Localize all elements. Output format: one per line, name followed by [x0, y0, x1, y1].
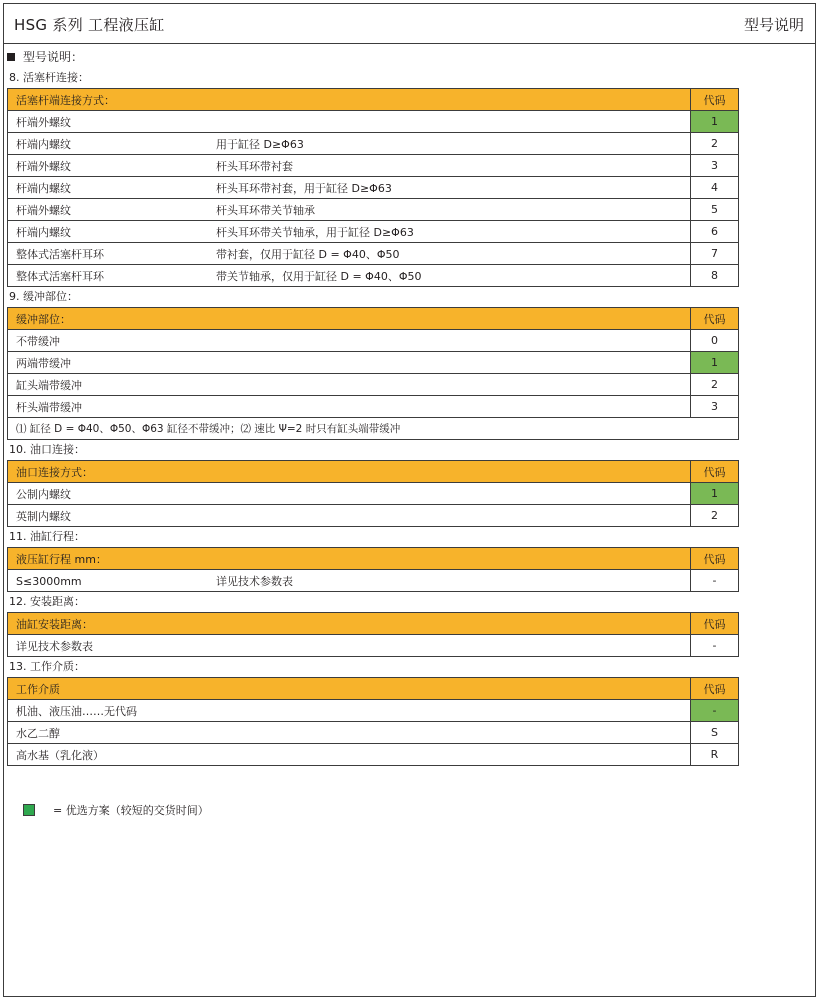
option-label: 机油、液压油……无代码: [16, 704, 137, 718]
square-bullet-icon: [7, 53, 15, 61]
option-label: 英制内螺纹: [16, 509, 71, 523]
table-header-row: [8, 548, 739, 570]
code-cell-preferred: 1: [691, 483, 739, 505]
header-cell-option: 液压缸行程 mm：: [8, 548, 691, 570]
option-label: 水乙二醇: [16, 726, 60, 740]
option-detail: 带衬套，仅用于缸径 D = Φ40、Φ50: [216, 247, 400, 261]
option-cell: [8, 265, 691, 287]
option-cell: [8, 111, 691, 133]
option-detail: 杆头耳环带衬套，用于缸径 D≥Φ63: [216, 181, 392, 195]
option-label: 两端带缓冲: [16, 356, 71, 370]
code-cell: 6: [691, 221, 739, 243]
header-cell-option: 油缸安装距离：: [8, 613, 691, 635]
table-row: [8, 396, 739, 418]
header-cell-code: 代码: [691, 308, 739, 330]
option-table: [7, 547, 739, 592]
header-cell-code: 代码: [691, 678, 739, 700]
header-cell-code: 代码: [691, 89, 739, 111]
code-cell: 2: [691, 133, 739, 155]
code-cell: 2: [691, 505, 739, 527]
code-cell: S: [691, 722, 739, 744]
table-note-row: [8, 418, 739, 440]
section-title: 13. 工作介质：: [9, 660, 85, 673]
option-cell: [8, 722, 691, 744]
table-note: ⑴ 缸径 D = Φ40、Φ50、Φ63 缸径不带缓冲；⑵ 速比 Ψ=2 时只有缸头端带缓冲: [8, 418, 739, 440]
option-cell: [8, 483, 691, 505]
table-header-row: [8, 89, 739, 111]
header-cell-code: 代码: [691, 461, 739, 483]
table-header-row: [8, 308, 739, 330]
table-row: [8, 700, 739, 722]
option-label: 高水基（乳化液）: [16, 748, 104, 762]
header-cell-code: 代码: [691, 613, 739, 635]
option-label: 杆端内螺纹: [16, 181, 71, 195]
option-label: S≤3000mm: [16, 574, 82, 588]
option-label: 整体式活塞杆耳环: [16, 247, 104, 261]
option-cell: [8, 505, 691, 527]
code-cell: R: [691, 744, 739, 766]
code-cell: 0: [691, 330, 739, 352]
header-cell-option: 缓冲部位：: [8, 308, 691, 330]
header-cell-option: 油口连接方式：: [8, 461, 691, 483]
option-table: [7, 677, 739, 766]
section-title: 8. 活塞杆连接：: [9, 71, 89, 84]
code-cell: -: [691, 570, 739, 592]
code-cell: 7: [691, 243, 739, 265]
legend-text: = 优选方案（较短的交货时间）: [53, 804, 209, 817]
option-label: 杆端外螺纹: [16, 159, 71, 173]
table-header-row: [8, 613, 739, 635]
table-row: [8, 570, 739, 592]
option-detail: 杆头耳环带关节轴承: [216, 203, 315, 217]
option-label: 详见技术参数表: [16, 639, 93, 653]
model-description-content: [7, 46, 739, 766]
option-detail: 杆头耳环带关节轴承，用于缸径 D≥Φ63: [216, 225, 414, 239]
option-cell: [8, 570, 691, 592]
table-row: [8, 221, 739, 243]
table-row: [8, 722, 739, 744]
option-detail: 杆头耳环带衬套: [216, 159, 293, 173]
table-row: [8, 177, 739, 199]
header-cell-code: 代码: [691, 548, 739, 570]
option-label: 杆端内螺纹: [16, 225, 71, 239]
table-row: [8, 243, 739, 265]
table-row: [8, 744, 739, 766]
option-table: [7, 612, 739, 657]
code-cell: 3: [691, 396, 739, 418]
option-label: 缸头端带缓冲: [16, 378, 82, 392]
table-row: [8, 352, 739, 374]
table-row: [8, 199, 739, 221]
code-cell: 5: [691, 199, 739, 221]
option-cell: [8, 352, 691, 374]
preferred-swatch-icon: [23, 804, 35, 816]
table-header-row: [8, 461, 739, 483]
code-cell-preferred: -: [691, 700, 739, 722]
document-title: HSG 系列 工程液压缸: [14, 16, 165, 34]
section-title: 11. 油缸行程：: [9, 530, 85, 543]
main-title: [7, 46, 739, 68]
option-label: 公制内螺纹: [16, 487, 71, 501]
option-label: 不带缓冲: [16, 334, 60, 348]
table-row: [8, 505, 739, 527]
option-label: 杆端外螺纹: [16, 203, 71, 217]
option-label: 杆端内螺纹: [16, 137, 71, 151]
option-detail: 用于缸径 D≥Φ63: [216, 137, 304, 151]
option-table: [7, 307, 739, 440]
option-cell: [8, 744, 691, 766]
header-cell-option: 活塞杆端连接方式：: [8, 89, 691, 111]
document-section-label: 型号说明: [743, 16, 804, 34]
option-table: [7, 88, 739, 287]
option-cell: [8, 374, 691, 396]
code-cell-preferred: 1: [691, 111, 739, 133]
code-cell: 4: [691, 177, 739, 199]
table-row: [8, 330, 739, 352]
option-cell: [8, 330, 691, 352]
table-row: [8, 374, 739, 396]
table-row: [8, 133, 739, 155]
option-cell: [8, 221, 691, 243]
section-title: 12. 安装距离：: [9, 595, 85, 608]
table-row: [8, 155, 739, 177]
option-cell: [8, 700, 691, 722]
code-cell: -: [691, 635, 739, 657]
option-cell: [8, 177, 691, 199]
option-cell: [8, 243, 691, 265]
option-table: [7, 460, 739, 527]
table-row: [8, 483, 739, 505]
option-detail: 带关节轴承，仅用于缸径 D = Φ40、Φ50: [216, 269, 422, 283]
header-cell-option: 工作介质: [8, 678, 691, 700]
option-cell: [8, 635, 691, 657]
option-cell: [8, 396, 691, 418]
option-cell: [8, 133, 691, 155]
option-label: 杆头端带缓冲: [16, 400, 82, 414]
table-row: [8, 111, 739, 133]
option-cell: [8, 155, 691, 177]
section-title: 9. 缓冲部位：: [9, 290, 78, 303]
option-detail: 详见技术参数表: [216, 574, 293, 588]
table-row: [8, 265, 739, 287]
main-title-text: 型号说明：: [23, 50, 84, 64]
table-header-row: [8, 678, 739, 700]
legend: [23, 802, 209, 818]
option-label: 整体式活塞杆耳环: [16, 269, 104, 283]
code-cell-preferred: 1: [691, 352, 739, 374]
option-label: 杆端外螺纹: [16, 115, 71, 129]
section-title: 10. 油口连接：: [9, 443, 85, 456]
code-cell: 8: [691, 265, 739, 287]
code-cell: 3: [691, 155, 739, 177]
page-header: [4, 4, 815, 44]
code-cell: 2: [691, 374, 739, 396]
option-cell: [8, 199, 691, 221]
table-row: [8, 635, 739, 657]
